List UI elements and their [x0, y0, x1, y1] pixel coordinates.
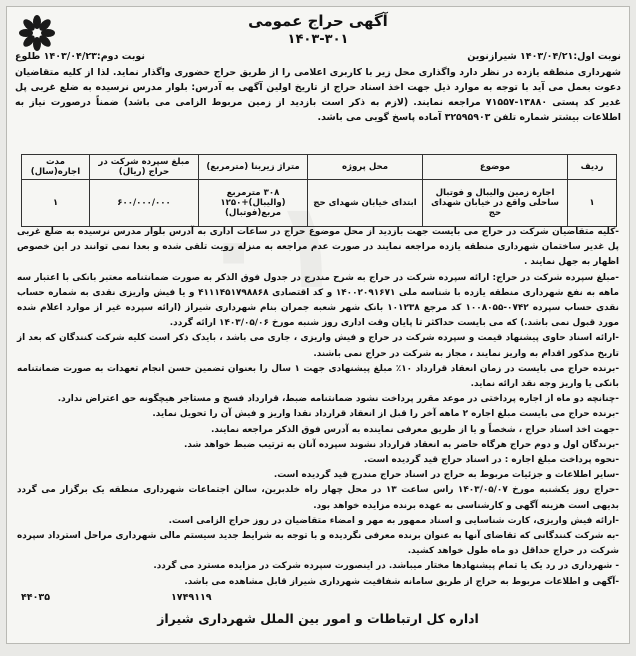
term-item: -برنده حراج می بایست در زمان انعقاد قرارداد ۱۰٪ مبلغ پیشنهادی جهت ۱ سال را بعنوان تضمین حسن انجام تعهدات به صورت ضمانتنامه بانکی یا واریز وجه نقد ارائه نماید.	[17, 363, 620, 390]
header	[7, 11, 629, 48]
term-item: -به شرکت کنندگانی که تقاضای آنها به عنوان برنده معرفی نگردیده و با توجه به شرایط جدید سیستم مالی شهرداری مراحل استرداد سپرده شرکت در حراج حداقل دو ماه طول خواهد کشید.	[17, 531, 619, 557]
notice-dates	[15, 51, 621, 65]
cell-location: ابتدای خیابان شهدای حج	[308, 180, 423, 227]
second-notice: نوبت دوم:۱۴۰۳/۰۴/۲۳ طلوع	[15, 51, 145, 62]
term-item: -ارائه فیش واریزی، کارت شناسایی و اسناد ممهور به مهر و امضاء متقاضیان در روز حراج الزامی است.	[168, 515, 619, 526]
column-header-lease-duration: مدت اجاره(سال)	[22, 155, 90, 180]
cell-lease-duration: ۱	[22, 180, 90, 227]
term-item: - شهرداری در رد یک یا تمام پیشنهادها مختار میباشد. در اینصورت سپرده شرکت در مزایده مسترد می گردد.	[153, 561, 619, 572]
column-header-row-number: ردیف	[568, 155, 617, 180]
column-header-deposit: مبلغ سپرده شرکت در حراج (ریال)	[90, 155, 199, 180]
term-item: -برندگان اول و دوم حراج هرگاه حاضر به انعقاد قرارداد نشوند سپرده آنان به ترتیب ضبط خواهد شد.	[183, 439, 619, 450]
page-title: آگهی حراج عمومی	[248, 12, 388, 30]
term-item: -ارائه اسناد حاوی پیشنهاد قیمت و سپرده شرکت در حراج و فیش واریزی ، جاری می باشد ، بایدک ذکر است کلیه شرکت کنندگان که بعد از تاریخ مذکور اقدام به واریز نمایند ، مجاز به شرکت در حراج نمی باشند.	[17, 333, 619, 359]
signature: اداره کل ارتباطات و امور بین الملل شهرداری شیراز	[157, 611, 479, 626]
cell-row-number: ۱	[568, 180, 617, 227]
term-item: -حراج روز یکشنبه مورخ ۱۴۰۳/۰۵/۰۷ راس ساعت ۱۳ در محل چهار راه خلدبرین، سالن اجتماعات شهرداری منطقه یک برگزار می گردد بدیهی است هزینه آگهی و کارشناسی به عهده برنده مزایده خواهد بود.	[17, 485, 619, 511]
cell-subject: اجاره زمین والیبال و فوتبال ساحلی واقع در خیابان شهدای حج	[423, 180, 568, 227]
notice-page	[6, 6, 630, 644]
terms-list	[17, 225, 619, 590]
first-notice: نوبت اول:۱۴۰۳/۰۴/۲۱ شیرازنوین	[467, 51, 621, 62]
footer-code-2: ۱۷۴۹۱۱۹	[171, 592, 212, 603]
intro-paragraph: شهرداری منطقه یازده در نظر دارد واگذاری محل زیر با کاربری اعلامی را از طریق حراج حضوری واگذار نماید. لذا از کلیه متقاضیان دعوت بعمل می آید با توجه به موارد ذیل جهت اخذ اسناد حراج از تاریخ اولین آگهی به آدرس: بلوار مدرس نرسیده به ضلع غربی پل غدیر کد پستی ۱۳۸۸۰-۷۱۵۵۷ مراجعه نمایند. (لازم به ذکر است بازدید از زمین مربوط الزامی می باشد) ضمناً درصورت نیاز به اطلاعات بیشتر شماره تلفن ۳۲۵۹۵۹۰۳ آماده پاسخ گویی می باشد.	[15, 67, 622, 123]
notice-number: ۱۴۰۳-۳۰۱	[287, 32, 349, 47]
column-header-area: متراژ زیربنا (مترمربع)	[199, 155, 308, 180]
table-header-row	[22, 155, 617, 180]
term-item: -مبلغ سپرده شرکت در حراج: ارائه سپرده شرکت در حراج به شرح مندرج در جدول فوق الذکر به صورت ضمانتنامه معتبر بانکی با اعتبار سه ماهه به نفع شهرداری منطقه یازده با شناسه ملی ۱۴۰۰۲۰۹۱۶۷۱ و کد اقتصادی ۴۱۱۱۴۵۱۷۹۸۸۶۸ و یا فیش واریزی نقدی به شماره حساب نقدی حساب سپرده ۰۷۴۲-۱۰۰۸۰۵۵ کد مرجع ۱۰۱۲۳۸ بانک شهر شعبه جمران بنام شهرداری شیراز (ارائه سپرده غیر از موارد اعلام شده مورد قبول نمی باشد.) که می بایست حداکثر تا پایان وقت اداری روز شنبه مورخ ۱۴۰۳/۰۵/۰۶ ارائه گردد.	[17, 272, 620, 329]
table-row	[22, 180, 617, 227]
column-header-subject: موضوع	[423, 155, 568, 180]
footer-code-1: ۴۴۰۳۵	[21, 592, 50, 603]
term-item: -سایر اطلاعات و جزئیات مربوط به حراج در اسناد حراج مندرج قید گردیده است.	[273, 470, 619, 481]
cell-area: ۳۰۸ مترمربع (والیبال)+۱۲۵۰ مربع(فوتبال)	[199, 180, 308, 227]
term-item: -آگهی و اطلاعات مربوط به حراج از طریق سامانه شفافیت شهرداری شیراز قابل مشاهده می باشد.	[184, 576, 619, 587]
auction-table	[21, 154, 617, 227]
term-item: -نحوه پرداخت مبلغ اجاره : در اسناد حراج قید گردیده است.	[363, 455, 619, 466]
column-header-location: محل پروژه	[308, 155, 423, 180]
term-item: -چنانچه دو ماه از اجاره پرداختی در موعد مقرر پرداخت نشود ضمانتنامه ضبط، قرارداد فسخ و مستاجر هیچگونه حق اعتراض ندارد.	[57, 394, 619, 405]
term-item: -جهت اخذ اسناد حراج ، شخصاً و یا از طریق معرفی نماینده به آدرس فوق الذکر مراجعه نمایند.	[210, 424, 619, 435]
cell-deposit: ۶۰۰/۰۰۰/۰۰۰	[90, 180, 199, 227]
term-item: -برنده حراج می بایست مبلغ اجاره ۲ ماهه آخر را قبل از انعقاد قرارداد نقدا واریز و فیش آن را تحویل نماید.	[152, 409, 619, 420]
footer-codes	[21, 592, 615, 604]
term-item: -کلیه متقاضیان شرکت در حراج می بایست جهت بازدید از محل موضوع حراج در ساعات اداری به آدرس بلوار مدرس نرسیده به ضلع غربی پل غدیر ساختمان شهرداری منطقه یازده مراجعه نمایند در صورت عدم مراجعه به منزله رویت تلقی شده و بعدا نمی توانند در این خصوص اظهار به جهل نمایند .	[17, 227, 619, 268]
